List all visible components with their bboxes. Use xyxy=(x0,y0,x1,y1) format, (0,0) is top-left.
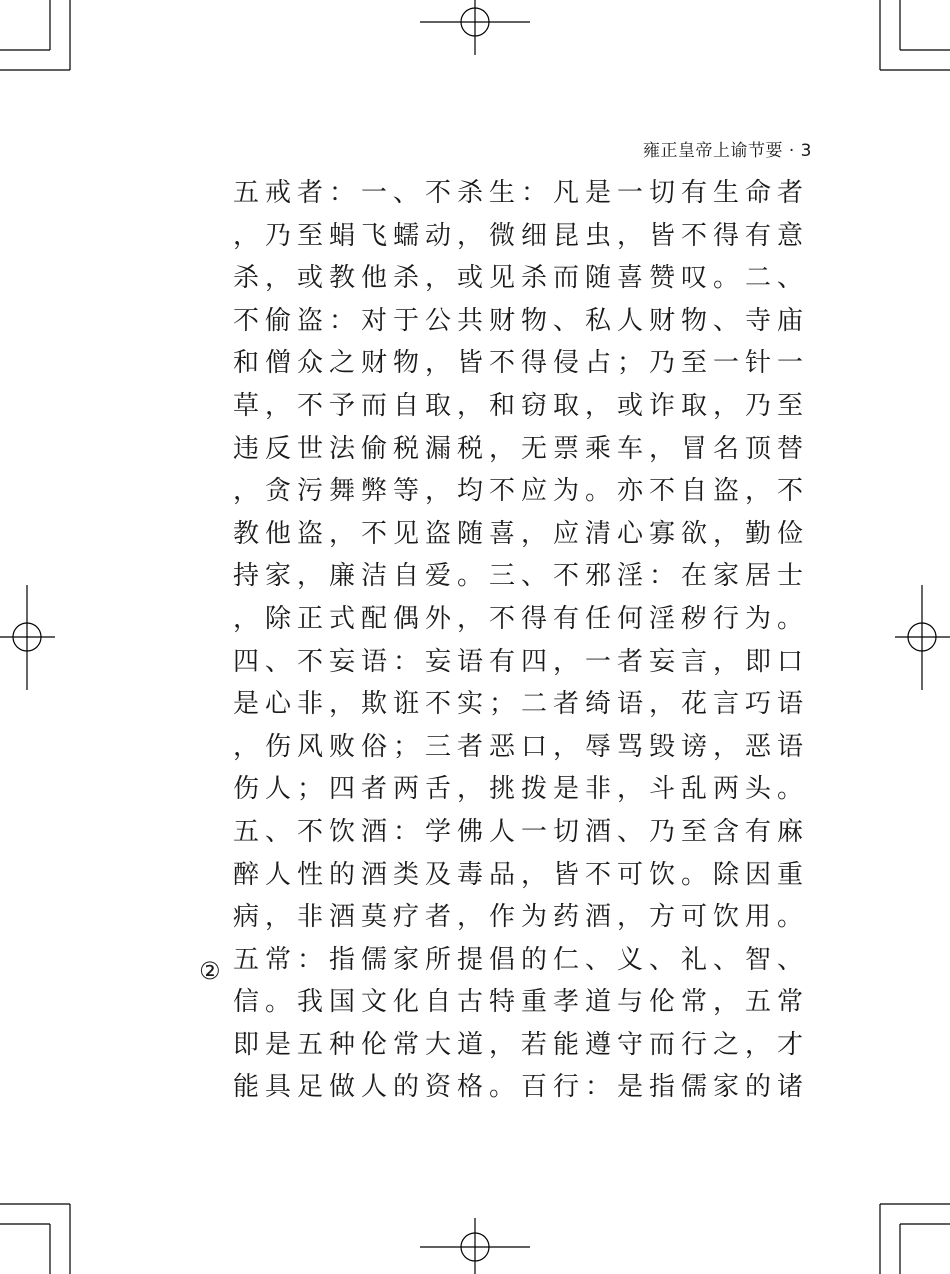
text-line: 信。我国文化自古特重孝道与伦常，五常 xyxy=(233,987,809,1018)
registration-target-top xyxy=(420,0,530,55)
crop-mark-top-left xyxy=(0,0,70,70)
text-line: ，除正式配偶外，不得有任何淫秽行为。 xyxy=(233,603,809,634)
text-line: 和僧众之财物，皆不得侵占；乃至一针一 xyxy=(233,348,809,379)
registration-target-right xyxy=(895,585,950,690)
text-line: ，乃至蜎飞蠕动，微细昆虫，皆不得有意 xyxy=(233,220,809,251)
footnote-marker: ② xyxy=(199,957,221,985)
crop-mark-bottom-left xyxy=(0,1204,70,1274)
text-line: 五戒者：一、不杀生：凡是一切有生命者 xyxy=(233,178,809,208)
running-header: 雍正皇帝上谕节要 · 3 xyxy=(642,141,812,161)
text-line: ，贪污舞弊等，均不应为。亦不自盗，不 xyxy=(233,476,809,507)
text-line: 杀，或教他杀，或见杀而随喜赞叹。二、 xyxy=(233,263,809,294)
text-line: 草，不予而自取，和窃取，或诈取，乃至 xyxy=(233,390,809,421)
crop-mark-top-right xyxy=(880,0,950,70)
text-line: 醉人性的酒类及毒品，皆不可饮。除因重 xyxy=(233,859,809,890)
text-line: 能具足做人的资格。百行：是指儒家的诸 xyxy=(233,1072,809,1103)
text-line: 病，非酒莫疗者，作为药酒，方可饮用。 xyxy=(233,902,809,933)
text-line: 持家，廉洁自爱。三、不邪淫：在家居士 xyxy=(233,561,809,592)
crop-mark-bottom-right xyxy=(880,1204,950,1274)
text-line: ，伤风败俗；三者恶口，辱骂毁谤，恶语 xyxy=(233,731,809,762)
text-line: 即是五种伦常大道，若能遵守而行之，才 xyxy=(233,1029,809,1060)
text-line: 伤人；四者两舌，挑拨是非，斗乱两头。 xyxy=(233,774,809,805)
text-line: 四、不妄语：妄语有四，一者妄言，即口 xyxy=(233,646,809,677)
text-line: 是心非，欺诳不实；二者绮语，花言巧语 xyxy=(233,689,809,720)
text-line: 违反世法偷税漏税，无票乘车，冒名顶替 xyxy=(233,433,809,464)
registration-target-left xyxy=(0,585,55,690)
registration-target-bottom xyxy=(420,1218,530,1274)
text-line: 教他盗，不见盗随喜，应清心寡欲，勤俭 xyxy=(233,518,809,549)
body-text xyxy=(233,172,809,1109)
text-line: 五常：指儒家所提倡的仁、义、礼、智、 xyxy=(233,944,809,975)
text-line: 五、不饮酒：学佛人一切酒、乃至含有麻 xyxy=(233,816,809,847)
text-line: 不偷盗：对于公共财物、私人财物、寺庙 xyxy=(233,305,809,336)
